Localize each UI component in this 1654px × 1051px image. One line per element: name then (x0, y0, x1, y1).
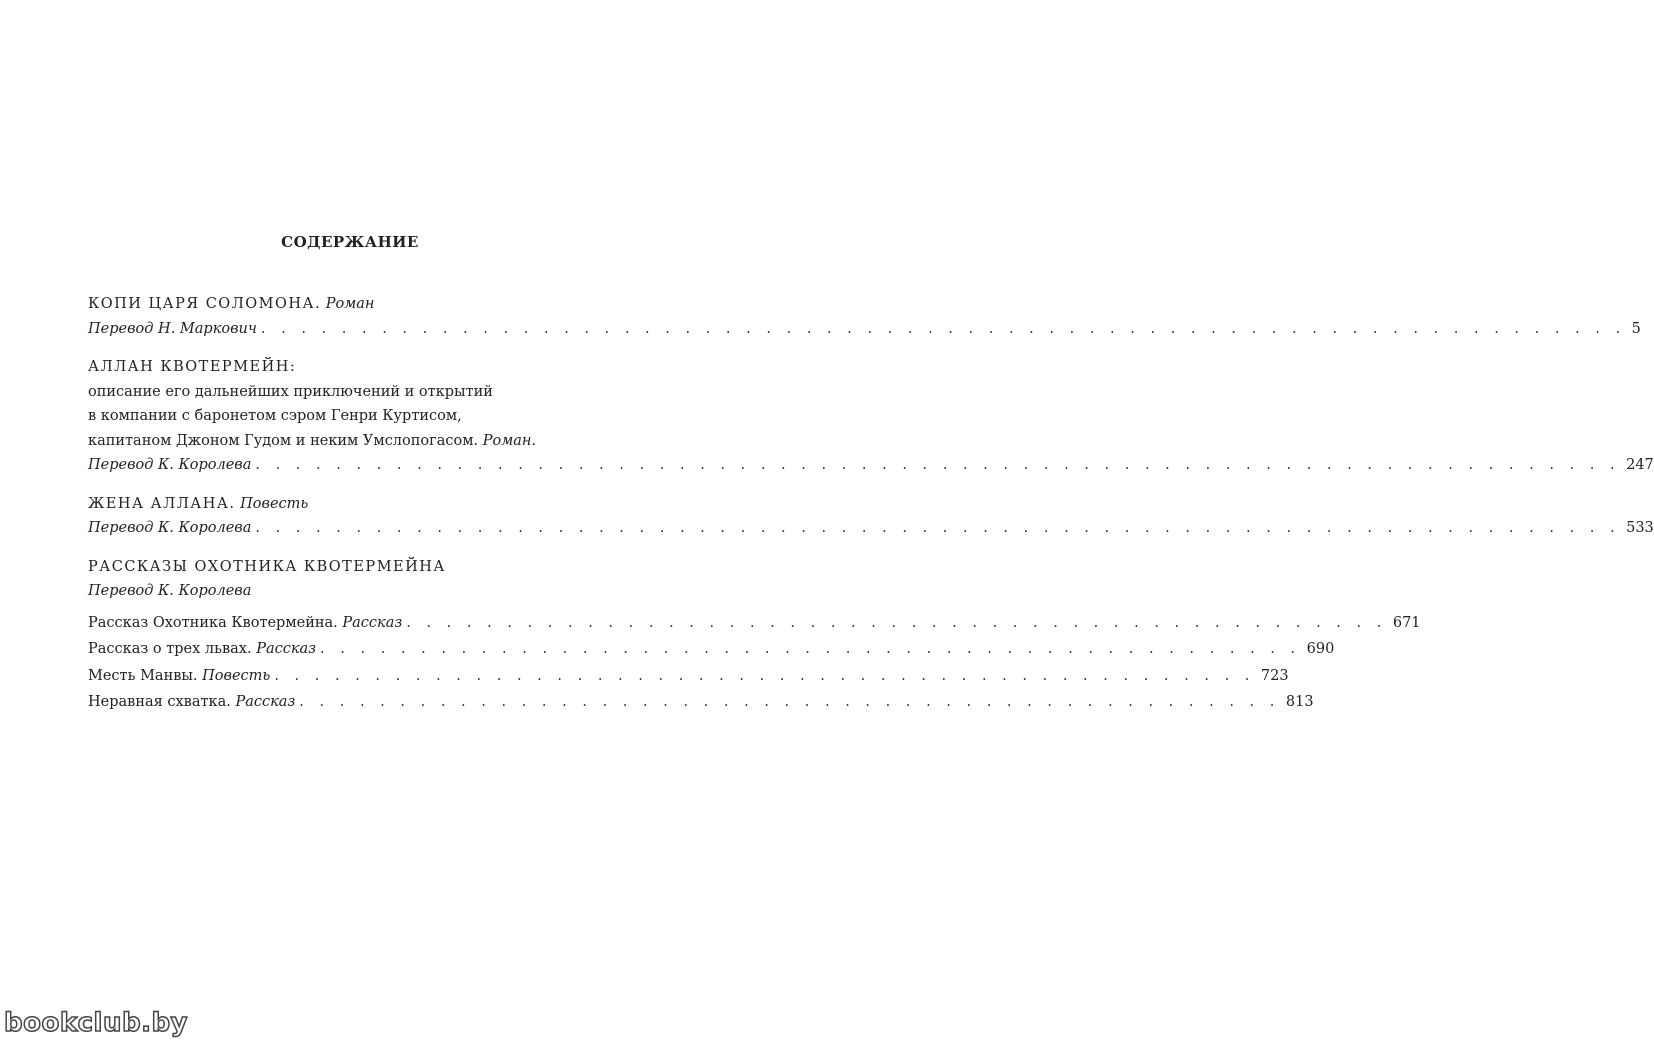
toc-entry-row (88, 453, 1654, 478)
story-genre: Повесть (202, 667, 271, 684)
translator-credit: Перевод К. Королева (88, 457, 252, 473)
section-description: описание его дальнейших приключений и открытий (88, 383, 493, 400)
page-number: 690 (1306, 641, 1335, 657)
toc-entry-row (88, 516, 1654, 541)
story-genre: Рассказ (235, 694, 296, 710)
dot-leader: . . . . . . . . . . . . . . . . . . . . . . . . . . . . . . . . . . . . . . . . . . . . . . . . . . . . . . . . . . . . . . . . . . . . (260, 320, 1626, 337)
translator-credit: Перевод К. Королева (88, 583, 252, 599)
story-title: Месть Манвы. (88, 667, 198, 684)
section-heading-line (88, 492, 616, 517)
page-number: 5 (1631, 320, 1641, 337)
story-title: Рассказ о трех львах. (88, 641, 252, 657)
translator-credit: Перевод К. Королева (88, 520, 252, 536)
dot-leader: . . . . . . . . . . . . . . . . . . . . . . . . . . . . . . . . . . . . . . . . . . . . . . . . . . . . . . . . . . . . . . . . . . . . (255, 520, 1621, 536)
toc-entry-row (88, 317, 1641, 342)
toc-section (88, 492, 1654, 541)
story-genre: Рассказ (342, 614, 403, 631)
table-of-contents (88, 292, 1654, 730)
dot-leader: . . . . . . . . . . . . . . . . . . . . . . . . . . . . . . . . . . . . . . . . . . . . . . . . . . . . . . . . . . . . . . . . . . . . (255, 457, 1621, 473)
story-entry (88, 636, 1335, 663)
story-entry (88, 663, 1289, 690)
toc-section (88, 555, 1421, 716)
story-genre: Рассказ (256, 641, 317, 657)
section-heading-line (88, 355, 616, 380)
translator-credit: Перевод Н. Маркович (88, 320, 257, 337)
dot-leader: . . . . . . . . . . . . . . . . . . . . . . . . . . . . . . . . . . . . . . . . . . . . . . . . . (406, 614, 1387, 631)
story-list (88, 610, 1421, 716)
section-genre: Повесть (240, 495, 309, 512)
page-number: 671 (1392, 614, 1421, 631)
dot-leader: . . . . . . . . . . . . . . . . . . . . . . . . . . . . . . . . . . . . . . . . . . . . . . . . . (320, 641, 1301, 657)
page-number: 813 (1285, 694, 1314, 710)
section-description: капитаном Джоном Гудом и неким Умслопогасом. (88, 432, 479, 449)
story-title: Рассказ Охотника Квотермейна. (88, 614, 338, 631)
page-number: 723 (1260, 667, 1289, 684)
section-heading: ЖЕНА АЛЛАНА. (88, 495, 236, 512)
section-heading-line (88, 292, 616, 317)
section-heading: РАССКАЗЫ ОХОТНИКА КВОТЕРМЕЙНА (88, 558, 446, 575)
story-entry (88, 689, 1314, 716)
section-heading: АЛЛАН КВОТЕРМЕЙН: (88, 359, 297, 375)
section-heading-line (88, 555, 616, 580)
story-entry (88, 610, 1421, 637)
contents-title: СОДЕРЖАНИЕ (281, 233, 419, 251)
section-heading: КОПИ ЦАРЯ СОЛОМОНА. (88, 296, 322, 312)
section-description-line (88, 429, 616, 454)
story-title: Неравная схватка. (88, 694, 231, 710)
site-watermark: bookclub.by (4, 1008, 189, 1038)
page-number: 247 (1626, 457, 1654, 473)
toc-section (88, 355, 1654, 478)
section-genre: Роман (325, 296, 375, 312)
toc-section (88, 292, 1641, 341)
dot-leader: . . . . . . . . . . . . . . . . . . . . . . . . . . . . . . . . . . . . . . . . . . . . . . . . . (299, 694, 1280, 710)
section-description: в компании с баронетом сэром Генри Куртисом, (88, 408, 462, 424)
page-number: 533 (1626, 520, 1654, 536)
section-genre: Роман. (482, 432, 537, 449)
dot-leader: . . . . . . . . . . . . . . . . . . . . . . . . . . . . . . . . . . . . . . . . . . . . . . . . . (274, 667, 1255, 684)
